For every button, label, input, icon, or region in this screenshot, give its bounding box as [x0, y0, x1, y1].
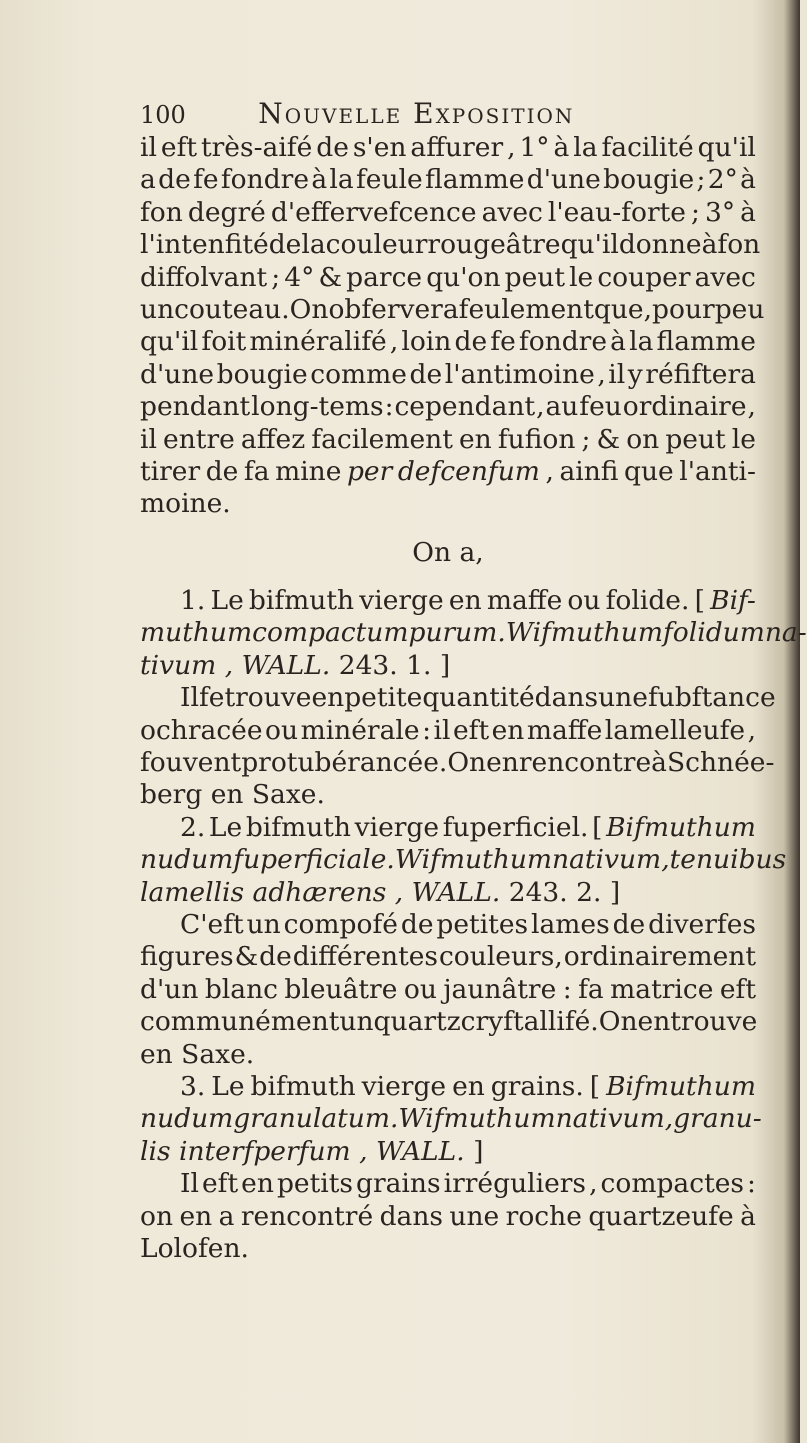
word: minéralifé — [249, 326, 387, 358]
word: purum. — [408, 617, 506, 649]
word: On — [598, 1006, 638, 1038]
word: feulement — [458, 293, 594, 325]
word: fouvent — [140, 747, 242, 779]
word: , — [536, 391, 545, 423]
word: pour — [652, 293, 715, 325]
intro-paragraph — [140, 132, 765, 521]
word: à — [740, 1200, 756, 1232]
word: 1° — [519, 132, 550, 163]
word: tenuibus — [669, 844, 787, 876]
word: loin — [401, 326, 452, 358]
word: couper — [597, 261, 691, 293]
word: 4° — [284, 261, 315, 293]
word: que — [593, 293, 644, 325]
word: ainfi — [559, 455, 619, 487]
word: ; — [271, 261, 281, 293]
running-title: Nouvelle Exposition — [258, 97, 575, 130]
text-line — [140, 1201, 756, 1233]
word: irréguliers — [443, 1168, 587, 1200]
text-line — [140, 877, 756, 909]
text-line — [140, 326, 756, 358]
word: per — [346, 455, 393, 487]
word: d'un — [140, 973, 199, 1005]
word: Wifmuthum — [398, 1103, 556, 1135]
word: matrice — [610, 973, 714, 1005]
text-line — [140, 747, 775, 779]
word: 2. — [180, 811, 206, 843]
text-line — [140, 1039, 756, 1071]
text-line — [140, 585, 756, 617]
word: fon — [140, 196, 183, 228]
word: fe — [193, 164, 219, 196]
word: quantité — [422, 682, 535, 714]
latin-name: Bifmuthum — [606, 1070, 756, 1102]
word: en — [637, 1006, 671, 1038]
word: fe — [198, 682, 225, 714]
word: eft — [201, 1168, 239, 1200]
text-line — [140, 779, 756, 811]
word: fon — [717, 229, 761, 261]
text-line — [140, 293, 765, 326]
text-line — [140, 941, 756, 973]
word: & — [318, 261, 343, 293]
word: flamme — [425, 164, 525, 196]
word: : — [422, 714, 431, 746]
word: grains — [356, 1168, 441, 1200]
word: nativum — [552, 844, 662, 876]
word: fa — [578, 973, 604, 1005]
word: un — [246, 908, 281, 940]
word: On — [447, 747, 487, 779]
word: une — [598, 682, 648, 714]
word: diverfes — [648, 908, 756, 940]
word: au — [545, 391, 579, 423]
word: en — [491, 714, 525, 746]
text-line — [140, 262, 756, 294]
word: degré — [187, 196, 266, 228]
word: [ — [589, 1070, 601, 1102]
reference-number: ] — [473, 1135, 484, 1167]
text-line — [140, 974, 756, 1006]
text-line — [140, 1233, 756, 1265]
word: diffolvant — [140, 261, 268, 293]
word: en — [458, 423, 492, 455]
page-number: 100 — [140, 101, 186, 129]
word: comme — [310, 358, 407, 390]
word: très-aifé — [200, 132, 313, 163]
word: dans — [379, 1200, 443, 1232]
word: granulatum. — [233, 1103, 399, 1135]
word: qu'il — [560, 229, 619, 261]
word: à — [311, 164, 328, 196]
word: il — [608, 358, 626, 390]
word: compofé — [283, 908, 398, 940]
word: bougie — [216, 358, 308, 390]
word: jaunâtre — [443, 973, 557, 1005]
word: différentes — [292, 941, 439, 973]
word: , — [389, 326, 399, 358]
word: bifmuth — [245, 811, 351, 843]
word: na- — [764, 617, 807, 649]
word: vierge — [361, 1070, 447, 1102]
word: [ — [694, 585, 705, 617]
word: ; — [690, 196, 700, 228]
word: vierge — [359, 585, 444, 617]
word: entre — [163, 423, 235, 455]
word: & — [234, 941, 259, 973]
text-line — [140, 1071, 756, 1103]
word: affurer — [410, 132, 504, 163]
text-line — [140, 682, 776, 714]
word: de — [612, 908, 646, 940]
mineral-entry — [140, 1070, 762, 1265]
word: quartzeufe — [588, 1200, 734, 1232]
word: eft — [160, 132, 198, 163]
word: il — [433, 714, 451, 746]
word: , — [545, 455, 554, 487]
text-line — [140, 844, 787, 876]
word: pendant — [140, 391, 251, 423]
word: de — [409, 358, 443, 390]
word: : — [747, 1168, 756, 1200]
word: muthum — [140, 617, 253, 649]
word: l'anti- — [679, 455, 756, 487]
word: s'en — [352, 132, 407, 163]
word: peu — [714, 293, 765, 325]
word: fondre — [220, 164, 310, 196]
word: en — [452, 1070, 485, 1102]
word: & — [596, 423, 621, 455]
word: compactes — [600, 1168, 745, 1200]
word: bougie — [603, 164, 695, 196]
word: feule — [356, 164, 423, 196]
text-run: en Saxe. — [140, 1038, 255, 1070]
word: ou — [265, 714, 299, 746]
word: compactum — [252, 617, 409, 649]
word: petites — [436, 908, 529, 940]
latin-name: lamellis adhærens , — [140, 876, 404, 908]
word: avec — [481, 196, 543, 228]
word: d'une — [526, 164, 601, 196]
word: ; — [581, 423, 591, 455]
word: a — [140, 164, 156, 196]
word: parce — [346, 261, 423, 293]
word: fa — [243, 455, 270, 487]
text-line — [140, 1168, 756, 1200]
word: Wifmuthum — [505, 617, 663, 649]
text-line — [140, 456, 756, 488]
word: , — [589, 1168, 598, 1200]
word: protubérancée. — [241, 747, 448, 779]
word: nudum — [140, 844, 234, 876]
word: roche — [505, 1200, 582, 1232]
reference-author: WALL. — [241, 649, 331, 681]
word: long-tems — [251, 391, 384, 423]
word: de — [205, 455, 239, 487]
word: mine — [275, 455, 342, 487]
text-line — [140, 650, 756, 682]
word: à — [651, 747, 667, 779]
word: l'eau-forte — [547, 196, 686, 228]
word: minérale — [300, 714, 420, 746]
latin-name: lis interfperfum , — [140, 1135, 368, 1167]
word: flamme — [656, 326, 756, 358]
word: trouve — [670, 1006, 758, 1038]
word: , — [747, 391, 756, 423]
word: facilité — [601, 132, 694, 163]
word: maffe — [486, 585, 563, 617]
latin-name: Bifmuthum — [606, 811, 756, 843]
word: fufion — [497, 423, 576, 455]
word: la — [629, 326, 654, 358]
word: il — [140, 423, 157, 455]
word: granu- — [673, 1103, 762, 1135]
word: d'effervefcence — [270, 196, 477, 228]
word: tirer — [140, 455, 201, 487]
word: facilement — [311, 423, 453, 455]
word: vierge — [354, 811, 440, 843]
reference-author: WALL. — [375, 1135, 465, 1167]
text-line — [140, 164, 756, 196]
word: foit — [201, 326, 247, 358]
text-line — [140, 1136, 756, 1168]
word: une — [449, 1200, 500, 1232]
word: Le — [208, 811, 243, 843]
text-line — [140, 715, 756, 747]
word: fuperficiale. — [233, 844, 395, 876]
text-run: berg en Saxe. — [140, 779, 325, 811]
word: de — [454, 326, 488, 358]
word: peut — [504, 261, 565, 293]
word: de — [158, 164, 191, 196]
word: ou — [403, 973, 437, 1005]
word: l'antimoine — [444, 358, 595, 390]
word: Il — [180, 682, 199, 714]
word: defcenfum — [397, 455, 540, 487]
text-line — [140, 391, 756, 423]
word: qu'il — [697, 132, 756, 163]
word: grains. — [490, 1070, 584, 1102]
section-heading — [140, 537, 756, 569]
word: 3. — [180, 1070, 206, 1102]
word: bifmuth — [248, 585, 355, 617]
text-line — [140, 812, 756, 844]
word: cependant — [394, 391, 536, 423]
word: couleurs, — [438, 941, 563, 973]
word: petits — [276, 1168, 353, 1200]
word: bifmuth — [250, 1070, 356, 1102]
word: a — [218, 1200, 235, 1232]
word: maffe — [526, 714, 603, 746]
word: folide. — [605, 585, 690, 617]
word: en — [311, 682, 345, 714]
text-line — [140, 359, 756, 391]
word: lamelleufe — [604, 714, 746, 746]
text-line — [140, 229, 761, 261]
word: en — [179, 1200, 213, 1232]
word: C'eft — [180, 908, 244, 940]
word: d'une — [140, 358, 215, 390]
reference-author: WALL. — [411, 876, 501, 908]
word: : — [562, 973, 572, 1005]
word: nativum — [555, 1103, 665, 1135]
word: rencontre — [518, 747, 652, 779]
word: de — [268, 229, 302, 261]
word: à — [553, 132, 570, 163]
word: la — [573, 132, 598, 163]
word: Il — [180, 1168, 199, 1200]
word: , — [661, 844, 670, 876]
word: réfiftera — [645, 358, 756, 390]
text-line — [140, 1006, 756, 1038]
word: l'intenfité — [140, 229, 269, 261]
text-line — [140, 424, 756, 456]
word: ou — [567, 585, 601, 617]
word: donne — [618, 229, 702, 261]
word: de — [259, 941, 292, 973]
word: rougeâtre — [427, 229, 561, 261]
word: petite — [344, 682, 423, 714]
word: ochracée — [140, 714, 263, 746]
word: on — [626, 423, 660, 455]
text-line — [140, 617, 807, 649]
word: qu'on — [426, 261, 501, 293]
word: 3° — [704, 196, 736, 228]
word: y — [627, 358, 643, 390]
word: couteau. — [174, 293, 290, 325]
word: quartz — [373, 1006, 461, 1038]
text-run: Lolofen. — [140, 1232, 249, 1264]
word: en — [241, 1168, 274, 1200]
word: que — [624, 455, 674, 487]
word: On — [289, 293, 329, 325]
word: fondre — [518, 326, 608, 358]
word: qu'il — [140, 326, 199, 358]
word: couleur — [325, 229, 428, 261]
word: : — [384, 391, 394, 423]
text-line — [140, 488, 756, 520]
latin-name: tivum , — [140, 649, 234, 681]
word: , — [664, 1103, 674, 1135]
word: blanc — [204, 973, 278, 1005]
latin-name: Bif- — [710, 585, 756, 617]
word: un — [339, 1006, 374, 1038]
word: Schnée- — [666, 747, 775, 779]
word: figures — [140, 941, 234, 973]
word: Le — [211, 1070, 245, 1102]
word: 2° — [707, 164, 738, 196]
word: obfervera — [328, 293, 459, 325]
word: moine. — [140, 488, 231, 520]
reference-number: 243. 1. ] — [338, 649, 451, 681]
word: trouve — [224, 682, 312, 714]
word: folidum — [662, 617, 765, 649]
word: rencontré — [240, 1200, 374, 1232]
word: bleuâtre — [284, 973, 398, 1005]
word: le — [569, 261, 594, 293]
word: en — [486, 747, 519, 779]
word: , — [597, 358, 606, 390]
on-a-heading: On a, — [412, 536, 484, 568]
word: fe — [490, 326, 516, 358]
mineral-entry — [140, 811, 787, 1071]
word: eft — [719, 973, 756, 1005]
word: Le — [210, 585, 244, 617]
word: à — [740, 196, 756, 228]
running-header — [140, 96, 760, 133]
word: peut — [665, 423, 726, 455]
reference-number: 243. 2. ] — [508, 876, 621, 908]
word: dans — [534, 682, 599, 714]
text-line — [140, 132, 756, 164]
mineral-entry — [140, 585, 807, 812]
word: à — [740, 164, 756, 196]
word: nudum — [140, 1103, 234, 1135]
word: le — [731, 423, 756, 455]
text-line — [140, 909, 756, 941]
page-body — [140, 132, 807, 1265]
text-line — [140, 1103, 762, 1135]
word: , — [507, 132, 516, 163]
word: [ — [592, 811, 603, 843]
word: ordinaire — [622, 391, 747, 423]
word: à — [701, 229, 718, 261]
word: un — [140, 293, 175, 325]
word: feu — [579, 391, 622, 423]
word: il — [140, 132, 157, 163]
word: fuperficiel. — [442, 811, 589, 843]
word: affez — [240, 423, 306, 455]
word: Wifmuthum — [394, 844, 553, 876]
word: communément — [140, 1006, 340, 1038]
word: lames — [531, 908, 610, 940]
entries-list — [140, 585, 807, 1265]
word: fubftance — [647, 682, 776, 714]
word: la — [329, 164, 354, 196]
word: de — [316, 132, 349, 163]
word: ; — [696, 164, 706, 196]
word: 1. — [180, 585, 206, 617]
word: cryftallifé. — [460, 1006, 599, 1038]
word: de — [400, 908, 434, 940]
word: ordinairement — [563, 941, 756, 973]
word: avec — [694, 261, 756, 293]
word: eft — [452, 714, 490, 746]
word: , — [643, 293, 653, 325]
word: à — [610, 326, 626, 358]
word: en — [448, 585, 482, 617]
word: , — [747, 714, 756, 746]
text-line — [140, 197, 756, 229]
word: on — [140, 1200, 174, 1232]
word: la — [301, 229, 326, 261]
